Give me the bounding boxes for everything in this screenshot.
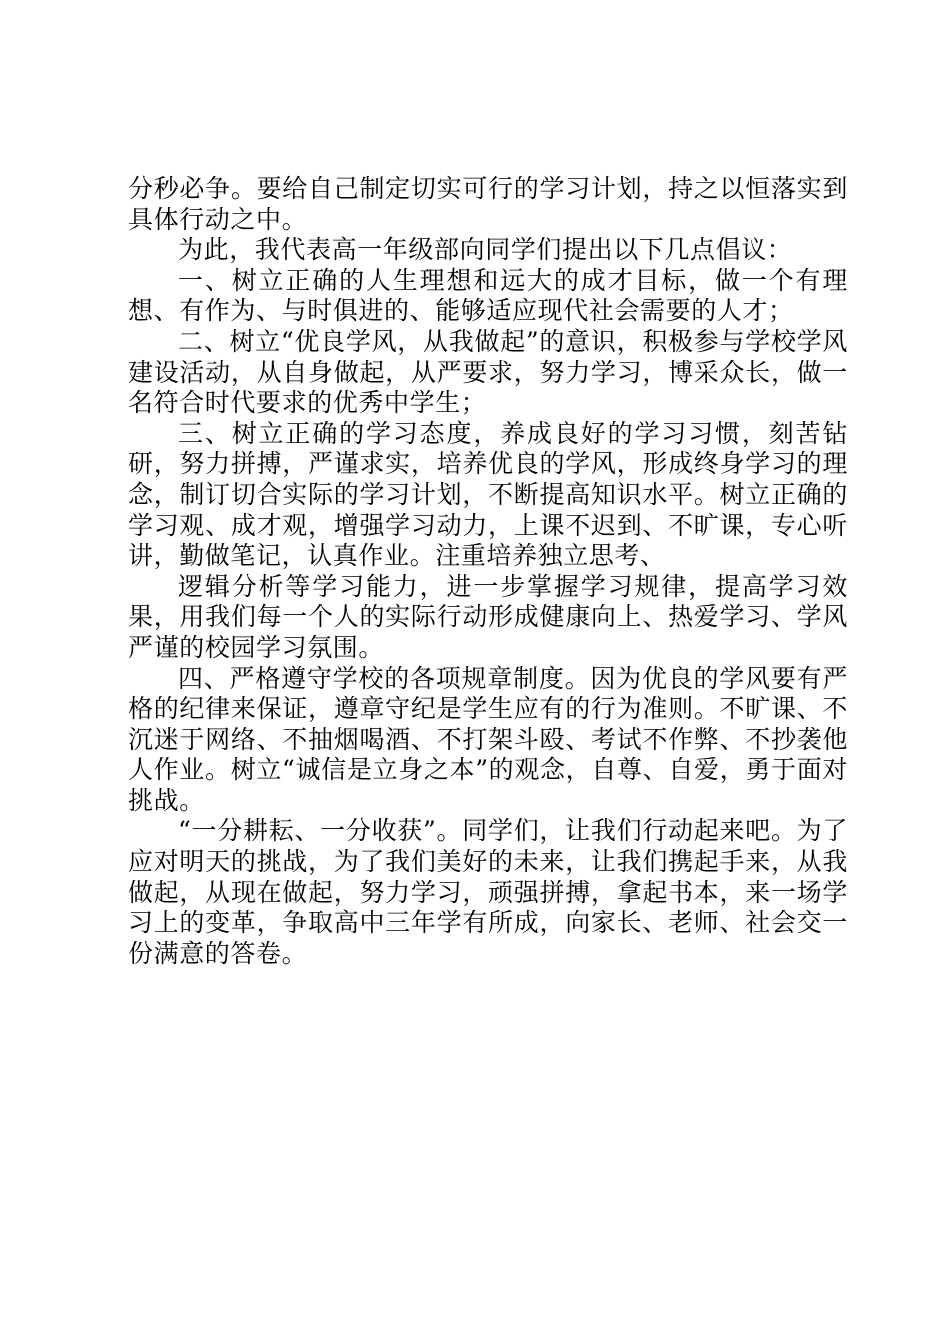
paragraph-proposal-2: 二、树立“优良学风，从我做起”的意识，积极参与学校学风建设活动，从自身做起，从严要求，努力学习，博采众长，做一名符合时代要求的优秀中学生；	[128, 326, 848, 418]
paragraph-closing: “一分耕耘、一分收获”。同学们，让我们行动起来吧。为了应对明天的挑战，为了我们美好的未来，让我们携起手来，从我做起，从现在做起，努力学习，顽强拼搏，拿起书本，来一场学习上的变革，争取高中三年学有所成，向家长、老师、社会交一份满意的答卷。	[128, 816, 848, 968]
paragraph-proposal-1: 一、树立正确的人生理想和远大的成才目标，做一个有理想、有作为、与时俱进的、能够适应现代社会需要的人才；	[128, 265, 848, 326]
paragraph-proposal-intro: 为此，我代表高一年级部向同学们提出以下几点倡议：	[178, 235, 793, 265]
paragraph-proposal-3-continued: 逻辑分析等学习能力，进一步掌握学习规律，提高学习效果，用我们每一个人的实际行动形成健康向上、热爱学习、学风严谨的校园学习氛围。	[128, 571, 848, 662]
paragraph-continuation: 分秒必争。要给自己制定切实可行的学习计划，持之以恒落实到具体行动之中。	[128, 174, 848, 234]
paragraph-proposal-3: 三、树立正确的学习态度，养成良好的学习习惯，刻苦钻研，努力拼搏，严谨求实，培养优良的学风，形成终身学习的理念，制订切合实际的学习计划，不断提高知识水平。树立正确的学习观、成才观，增强学习动力，上课不迟到、不旷课，专心听讲，勤做笔记，认真作业。注重培养独立思考、	[128, 418, 848, 571]
document-body	[128, 174, 848, 969]
paragraph-proposal-4: 四、严格遵守学校的各项规章制度。因为优良的学风要有严格的纪律来保证，遵章守纪是学生应有的行为准则。不旷课、不沉迷于网络、不抽烟喝酒、不打架斗殴、考试不作弊、不抄袭他人作业。树立“诚信是立身之本”的观念，自尊、自爱，勇于面对挑战。	[128, 663, 848, 815]
